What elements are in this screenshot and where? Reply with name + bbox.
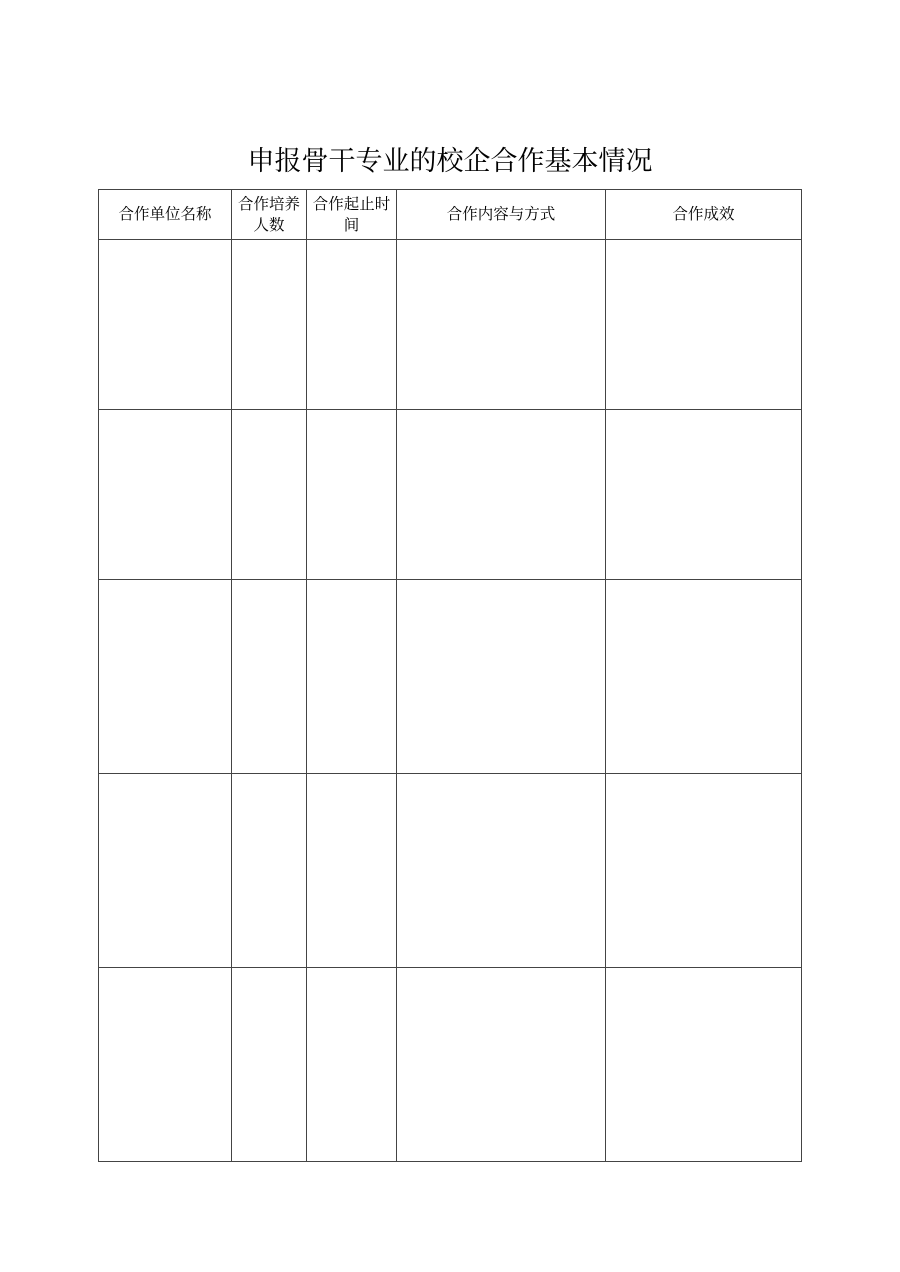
cell-training-count[interactable] xyxy=(232,240,307,410)
cell-cooperation-period[interactable] xyxy=(307,240,397,410)
cell-cooperation-period[interactable] xyxy=(307,774,397,968)
cell-cooperation-content[interactable] xyxy=(397,968,606,1162)
table-row xyxy=(99,410,802,580)
cell-cooperation-results[interactable] xyxy=(606,968,802,1162)
cell-cooperation-content[interactable] xyxy=(397,410,606,580)
cell-training-count[interactable] xyxy=(232,410,307,580)
cell-training-count[interactable] xyxy=(232,774,307,968)
cell-cooperation-results[interactable] xyxy=(606,774,802,968)
cell-cooperation-results[interactable] xyxy=(606,410,802,580)
cell-cooperation-content[interactable] xyxy=(397,774,606,968)
cell-training-count[interactable] xyxy=(232,580,307,774)
header-cooperation-results: 合作成效 xyxy=(606,190,802,240)
table-row xyxy=(99,580,802,774)
cell-cooperation-content[interactable] xyxy=(397,580,606,774)
cell-cooperation-unit[interactable] xyxy=(99,580,232,774)
cell-cooperation-unit[interactable] xyxy=(99,774,232,968)
page-title: 申报骨干专业的校企合作基本情况 xyxy=(247,146,653,177)
cell-cooperation-period[interactable] xyxy=(307,580,397,774)
header-training-count: 合作培养人数 xyxy=(232,190,307,240)
cell-cooperation-content[interactable] xyxy=(397,240,606,410)
header-cooperation-unit: 合作单位名称 xyxy=(99,190,232,240)
cell-training-count[interactable] xyxy=(232,968,307,1162)
cell-cooperation-unit[interactable] xyxy=(99,240,232,410)
header-cooperation-content: 合作内容与方式 xyxy=(397,190,606,240)
cell-cooperation-results[interactable] xyxy=(606,580,802,774)
table-header-row xyxy=(99,190,802,240)
table-row xyxy=(99,240,802,410)
cooperation-table xyxy=(98,189,802,1162)
cell-cooperation-results[interactable] xyxy=(606,240,802,410)
header-cooperation-period: 合作起止时间 xyxy=(307,190,397,240)
table-row xyxy=(99,774,802,968)
cell-cooperation-unit[interactable] xyxy=(99,968,232,1162)
table-row xyxy=(99,968,802,1162)
cell-cooperation-period[interactable] xyxy=(307,410,397,580)
cell-cooperation-unit[interactable] xyxy=(99,410,232,580)
cell-cooperation-period[interactable] xyxy=(307,968,397,1162)
